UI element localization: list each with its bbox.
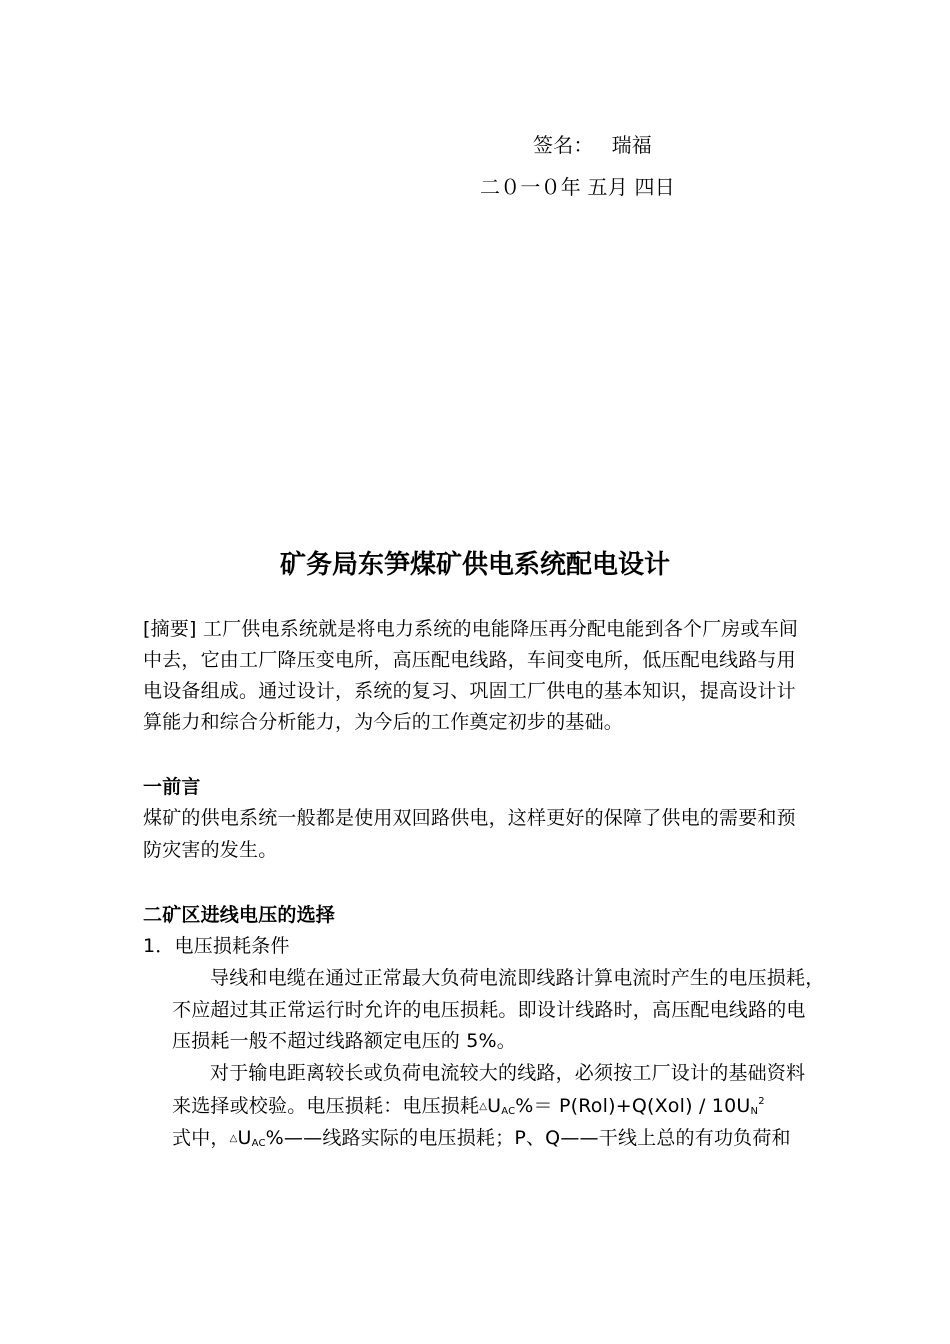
formula-square-superscript: 2 <box>758 1096 765 1107</box>
formula-prefix: 电压损耗：电压损耗 <box>306 1095 480 1117</box>
signature-line <box>533 133 652 157</box>
abstract-line-2: 中去，它由工厂降压变电所，高压配电线路，车间变电所，低压配电线路与用 <box>143 649 796 671</box>
abstract-line-1 <box>143 617 798 641</box>
formula-u: U <box>487 1095 502 1117</box>
section1-line-2: 防灾害的发生。 <box>143 839 278 861</box>
last-line-ac-subscript: AC <box>251 1138 266 1149</box>
section1-line-1: 煤矿的供电系统一般都是使用双回路供电，这样更好的保障了供电的需要和预 <box>143 807 796 829</box>
abstract-label: [摘要] <box>143 618 197 640</box>
abstract-line-3: 电设备组成。通过设计，系统的复习、巩固工厂供电的基本知识，提高设计计 <box>143 680 796 702</box>
last-line-rest: %——线路实际的电压损耗；P、Q——干线上总的有功负荷和 <box>265 1127 791 1149</box>
delta-symbol: △ <box>479 1101 488 1112</box>
signature-label: 签名： <box>533 133 594 157</box>
last-line-u: U <box>237 1127 252 1149</box>
section2-para1-line-2: 不应超过其正常运行时允许的电压损耗。即设计线路时，高压配电线路的电 <box>172 999 806 1021</box>
section2-last-line <box>172 1126 791 1151</box>
section1-heading: 一前言 <box>143 776 201 798</box>
section2-para2-line-2 <box>172 1094 765 1119</box>
section2-para2-line-1: 对于输电距离较长或负荷电流较大的线路，必须按工厂设计的基础资料 <box>210 1062 806 1084</box>
formula-n-subscript: N <box>750 1106 759 1117</box>
formula-equation: %＝ P(Rol)+Q(Xol) / 10U <box>515 1095 751 1117</box>
section2-heading: 二矿区进线电压的选择 <box>143 904 336 926</box>
signature-date: 二０一０年 五月 四日 <box>480 175 675 199</box>
delta-symbol-2: △ <box>229 1133 238 1144</box>
section2-para1-line-3: 压损耗一般不超过线路额定电压的 5%。 <box>172 1030 516 1052</box>
abstract-line-4: 算能力和综合分析能力，为今后的工作奠定初步的基础。 <box>143 711 624 733</box>
signature-name: 瑞福 <box>611 133 653 157</box>
section2-para2-text: 来选择或校验。 <box>172 1095 307 1117</box>
section2-para1-line-1: 导线和电缆在通过正常最大负荷电流即线路计算电流时产生的电压损耗， <box>210 967 825 989</box>
section2-item1: 1．电压损耗条件 <box>143 935 290 957</box>
formula-ac-subscript: AC <box>501 1106 516 1117</box>
abstract-text-1: 工厂供电系统就是将电力系统的电能降压再分配电能到各个厂房或车间 <box>202 618 799 640</box>
last-line-start: 式中， <box>172 1127 230 1149</box>
document-title: 矿务局东笋煤矿供电系统配电设计 <box>279 550 670 580</box>
